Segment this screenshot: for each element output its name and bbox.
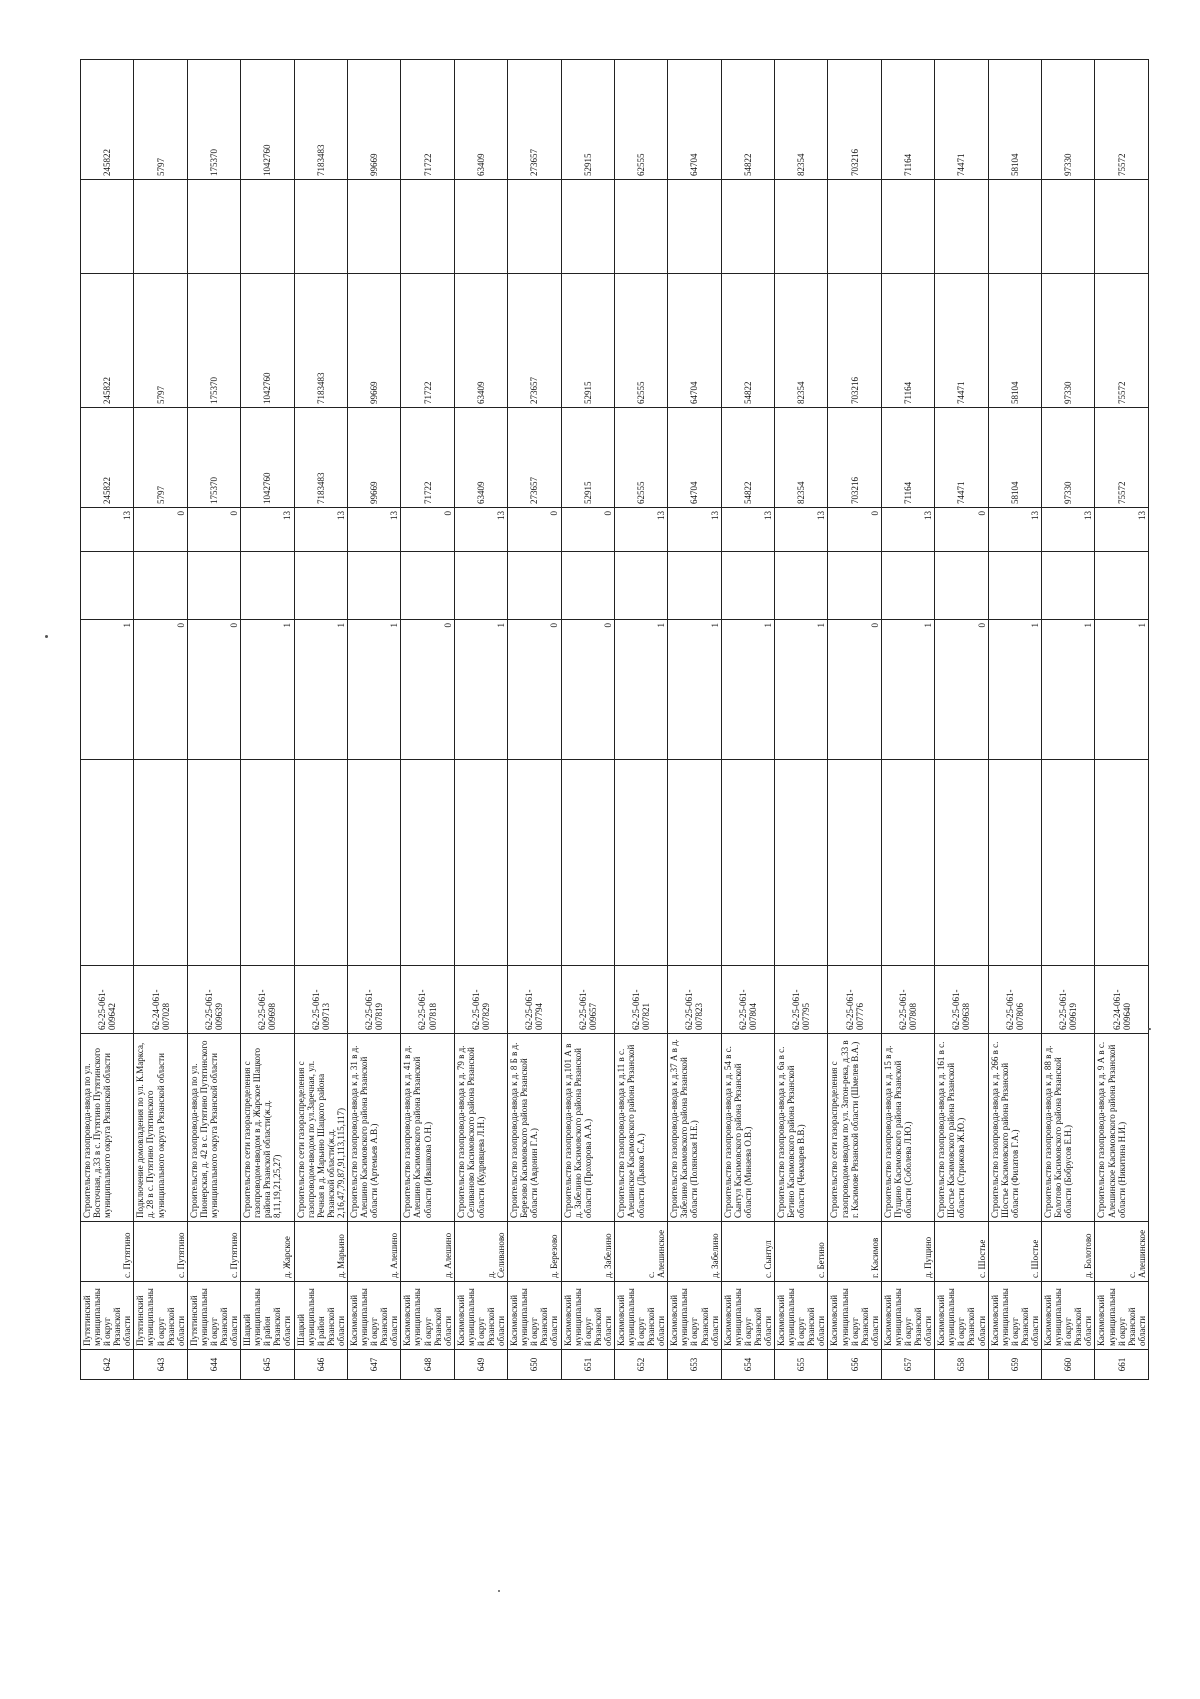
empty-cell bbox=[1042, 180, 1095, 274]
amount-cell: 82354 bbox=[775, 274, 828, 408]
empty-cell bbox=[294, 180, 347, 274]
district-cell: Путятинский муниципальный округ Рязанской области bbox=[187, 1282, 240, 1350]
row-number: 649 bbox=[454, 1350, 507, 1380]
flag-cell: 0 bbox=[134, 620, 187, 760]
cadastre-number-cell: 62-24-061-007028 bbox=[134, 966, 187, 1034]
locality-cell: с. Сынтул bbox=[721, 1222, 774, 1282]
amount-final-cell: 71722 bbox=[401, 60, 454, 180]
amount-total-cell: 703216 bbox=[828, 408, 881, 508]
code-cell: 0 bbox=[561, 508, 614, 552]
row-number: 654 bbox=[721, 1350, 774, 1380]
flag-cell: 0 bbox=[401, 620, 454, 760]
empty-cell bbox=[187, 552, 240, 620]
amount-cell: 175370 bbox=[187, 274, 240, 408]
amount-total-cell: 63409 bbox=[454, 408, 507, 508]
table-row bbox=[294, 60, 347, 1380]
table-row bbox=[454, 60, 507, 1380]
code-cell: 0 bbox=[935, 508, 988, 552]
empty-cell bbox=[1095, 760, 1148, 966]
row-number: 650 bbox=[508, 1350, 561, 1380]
locality-cell: с. Бетино bbox=[775, 1222, 828, 1282]
amount-total-cell: 175370 bbox=[187, 408, 240, 508]
amount-total-cell: 74471 bbox=[935, 408, 988, 508]
empty-cell bbox=[775, 180, 828, 274]
empty-cell bbox=[508, 760, 561, 966]
district-cell: Касимовский муниципальный округ Рязанской области bbox=[561, 1282, 614, 1350]
amount-total-cell: 75572 bbox=[1095, 408, 1148, 508]
work-description-cell: Строительство газопровода-ввода к д. 266 в с. Шостье Касимовского района Рязанской области (Филатов Г.А.) bbox=[988, 1034, 1041, 1222]
amount-total-cell: 273657 bbox=[508, 408, 561, 508]
amount-cell: 63409 bbox=[454, 274, 507, 408]
locality-cell: с. Алешинское bbox=[614, 1222, 667, 1282]
empty-cell bbox=[1095, 552, 1148, 620]
cadastre-number-cell: 62-25-061-009713 bbox=[294, 966, 347, 1034]
empty-cell bbox=[614, 552, 667, 620]
amount-total-cell: 97330 bbox=[1042, 408, 1095, 508]
amount-cell: 62555 bbox=[614, 274, 667, 408]
empty-cell bbox=[881, 180, 934, 274]
table-row bbox=[187, 60, 240, 1380]
row-number: 660 bbox=[1042, 1350, 1095, 1380]
flag-cell: 1 bbox=[347, 620, 400, 760]
work-description-cell: Строительство газопровода-ввода к д. 31 в д. Алешино Касимовского района Рязанской области (Артемьев А.В.) bbox=[347, 1034, 400, 1222]
table-row bbox=[614, 60, 667, 1380]
table-body bbox=[81, 60, 1149, 1380]
row-number: 653 bbox=[668, 1350, 721, 1380]
cadastre-number-cell: 62-25-061-007818 bbox=[401, 966, 454, 1034]
work-description-cell: Строительство газопровода-ввода к д. 161 в с. Шостье Касимовского района Рязанской области (Стрижова Ж.Ю.) bbox=[935, 1034, 988, 1222]
district-cell: Касимовский муниципальный округ Рязанской области bbox=[614, 1282, 667, 1350]
code-cell: 13 bbox=[454, 508, 507, 552]
empty-cell bbox=[134, 760, 187, 966]
locality-cell: д. Забелино bbox=[561, 1222, 614, 1282]
empty-cell bbox=[775, 760, 828, 966]
amount-total-cell: 62555 bbox=[614, 408, 667, 508]
empty-cell bbox=[134, 552, 187, 620]
work-description-cell: Строительство газопровода-ввода к д. 79 в д. Селиваново Касимовского района Рязанской области (Кудрявцева Л.Н.) bbox=[454, 1034, 507, 1222]
work-description-cell: Строительство сети газораспределения с газопроводом-вводом по ул. Затон-река, д.33 в г. Касимове Рязанской области (Шмелев В.А.) bbox=[828, 1034, 881, 1222]
table-row bbox=[721, 60, 774, 1380]
locality-cell: д. Пущино bbox=[881, 1222, 934, 1282]
table-row bbox=[775, 60, 828, 1380]
cadastre-number-cell: 62-25-061-007806 bbox=[988, 966, 1041, 1034]
code-cell: 13 bbox=[294, 508, 347, 552]
code-cell: 13 bbox=[81, 508, 134, 552]
work-description-cell: Строительство газопровода-ввода к д. 41 в д. Алешино Касимовского района Рязанской области (Ивашкова О.Н.) bbox=[401, 1034, 454, 1222]
work-description-cell: Строительство сети газораспределения с газопроводом-вводом в д. Жарское Шацкого района Рязанской области(ж.д. 8,11,19,21,25,27) bbox=[241, 1034, 294, 1222]
row-number: 648 bbox=[401, 1350, 454, 1380]
empty-cell bbox=[935, 760, 988, 966]
amount-cell: 71722 bbox=[401, 274, 454, 408]
locality-cell: с. Шостье bbox=[988, 1222, 1041, 1282]
scan-speck bbox=[45, 635, 48, 638]
amount-cell: 64704 bbox=[668, 274, 721, 408]
work-description-cell: Строительство газопровода-ввода к д.37 А в д. Забелино Касимовского района Рязанской области (Полянская Н.Е.) bbox=[668, 1034, 721, 1222]
work-description-cell: Строительство газопровода-ввода к д.11 в с. Алешинское Касимовского района Рязанской области (Дьяков С.А.) bbox=[614, 1034, 667, 1222]
amount-final-cell: 7183483 bbox=[294, 60, 347, 180]
flag-cell: 1 bbox=[614, 620, 667, 760]
row-number: 644 bbox=[187, 1350, 240, 1380]
amount-final-cell: 52915 bbox=[561, 60, 614, 180]
work-description-cell: Строительство сети газораспределения с газопроводом-вводом по ул.Заречная, ул. Речная в д. Марьино Шацкого района Рязанской области(ж.д. 2,16,47,79,87,91,113,115,117) bbox=[294, 1034, 347, 1222]
district-cell: Касимовский муниципальный округ Рязанской области bbox=[668, 1282, 721, 1350]
locality-cell: д. Марьино bbox=[294, 1222, 347, 1282]
empty-cell bbox=[561, 760, 614, 966]
amount-cell: 75572 bbox=[1095, 274, 1148, 408]
amount-cell: 5797 bbox=[134, 274, 187, 408]
empty-cell bbox=[401, 180, 454, 274]
row-number: 643 bbox=[134, 1350, 187, 1380]
empty-cell bbox=[881, 760, 934, 966]
empty-cell bbox=[721, 552, 774, 620]
code-cell: 13 bbox=[1095, 508, 1148, 552]
empty-cell bbox=[668, 760, 721, 966]
code-cell: 13 bbox=[988, 508, 1041, 552]
table-row bbox=[508, 60, 561, 1380]
empty-cell bbox=[508, 552, 561, 620]
cadastre-number-cell: 62-24-061-009640 bbox=[1095, 966, 1148, 1034]
empty-cell bbox=[81, 180, 134, 274]
flag-cell: 1 bbox=[294, 620, 347, 760]
district-cell: Касимовский муниципальный округ Рязанской области bbox=[881, 1282, 934, 1350]
cadastre-number-cell: 62-25-061-007804 bbox=[721, 966, 774, 1034]
code-cell: 13 bbox=[721, 508, 774, 552]
empty-cell bbox=[454, 180, 507, 274]
locality-cell: д. Жарское bbox=[241, 1222, 294, 1282]
amount-final-cell: 99669 bbox=[347, 60, 400, 180]
code-cell: 13 bbox=[614, 508, 667, 552]
cadastre-number-cell: 62-25-061-007821 bbox=[614, 966, 667, 1034]
amount-final-cell: 1042760 bbox=[241, 60, 294, 180]
cadastre-number-cell: 62-25-061-009642 bbox=[81, 966, 134, 1034]
row-number: 658 bbox=[935, 1350, 988, 1380]
code-cell: 13 bbox=[1042, 508, 1095, 552]
amount-cell: 52915 bbox=[561, 274, 614, 408]
code-cell: 0 bbox=[401, 508, 454, 552]
flag-cell: 0 bbox=[935, 620, 988, 760]
empty-cell bbox=[988, 180, 1041, 274]
work-description-cell: Строительство газопровода-ввода к д. 9 А в с. Алешинское Касимовского района Рязанской области (Никитина Н.И.) bbox=[1095, 1034, 1148, 1222]
empty-cell bbox=[881, 552, 934, 620]
code-cell: 0 bbox=[508, 508, 561, 552]
table-row bbox=[561, 60, 614, 1380]
district-cell: Касимовский муниципальный округ Рязанской области bbox=[828, 1282, 881, 1350]
code-cell: 0 bbox=[828, 508, 881, 552]
district-cell: Шацкий муниципальный район Рязанской области bbox=[241, 1282, 294, 1350]
table-row bbox=[935, 60, 988, 1380]
amount-total-cell: 82354 bbox=[775, 408, 828, 508]
work-description-cell: Строительство газопровода-ввода к д. 54 в с. Сынтул Касимовского района Рязанской области (Минаева О.В.) bbox=[721, 1034, 774, 1222]
cadastre-number-cell: 62-25-061-009698 bbox=[241, 966, 294, 1034]
cadastre-number-cell: 62-25-061-007819 bbox=[347, 966, 400, 1034]
flag-cell: 1 bbox=[668, 620, 721, 760]
flag-cell: 1 bbox=[454, 620, 507, 760]
rotated-sheet bbox=[80, 60, 1147, 1380]
district-cell: Касимовский муниципальный округ Рязанской области bbox=[347, 1282, 400, 1350]
table-row bbox=[1042, 60, 1095, 1380]
row-number: 656 bbox=[828, 1350, 881, 1380]
table-row bbox=[347, 60, 400, 1380]
empty-cell bbox=[508, 180, 561, 274]
district-cell: Касимовский муниципальный округ Рязанской области bbox=[1042, 1282, 1095, 1350]
amount-total-cell: 71722 bbox=[401, 408, 454, 508]
empty-cell bbox=[614, 760, 667, 966]
empty-cell bbox=[561, 180, 614, 274]
row-number: 659 bbox=[988, 1350, 1041, 1380]
row-number: 646 bbox=[294, 1350, 347, 1380]
cadastre-number-cell: 62-25-061-007776 bbox=[828, 966, 881, 1034]
amount-final-cell: 82354 bbox=[775, 60, 828, 180]
empty-cell bbox=[134, 180, 187, 274]
empty-cell bbox=[347, 180, 400, 274]
amount-cell: 7183483 bbox=[294, 274, 347, 408]
amount-final-cell: 63409 bbox=[454, 60, 507, 180]
district-cell: Касимовский муниципальный округ Рязанской области bbox=[508, 1282, 561, 1350]
work-description-cell: Строительство газопровода-ввода к д. 15 в д. Пущино Касимовского района Рязанской области (Соболева Л.Ю.) bbox=[881, 1034, 934, 1222]
row-number: 657 bbox=[881, 1350, 934, 1380]
amount-cell: 54822 bbox=[721, 274, 774, 408]
flag-cell: 1 bbox=[881, 620, 934, 760]
empty-cell bbox=[187, 180, 240, 274]
empty-cell bbox=[828, 180, 881, 274]
empty-cell bbox=[241, 180, 294, 274]
amount-cell: 74471 bbox=[935, 274, 988, 408]
district-cell: Путятинский муниципальный округ Рязанской области bbox=[134, 1282, 187, 1350]
amount-total-cell: 5797 bbox=[134, 408, 187, 508]
code-cell: 13 bbox=[347, 508, 400, 552]
empty-cell bbox=[721, 180, 774, 274]
table-row bbox=[401, 60, 454, 1380]
district-cell: Касимовский муниципальный округ Рязанской области bbox=[775, 1282, 828, 1350]
empty-cell bbox=[775, 552, 828, 620]
row-number: 655 bbox=[775, 1350, 828, 1380]
amount-final-cell: 64704 bbox=[668, 60, 721, 180]
empty-cell bbox=[614, 180, 667, 274]
scan-speck bbox=[1148, 1028, 1151, 1030]
amount-final-cell: 245822 bbox=[81, 60, 134, 180]
empty-cell bbox=[401, 552, 454, 620]
cadastre-number-cell: 62-25-061-009619 bbox=[1042, 966, 1095, 1034]
amount-cell: 245822 bbox=[81, 274, 134, 408]
flag-cell: 0 bbox=[187, 620, 240, 760]
amount-cell: 71164 bbox=[881, 274, 934, 408]
amount-cell: 58104 bbox=[988, 274, 1041, 408]
flag-cell: 1 bbox=[721, 620, 774, 760]
code-cell: 0 bbox=[187, 508, 240, 552]
empty-cell bbox=[1042, 760, 1095, 966]
empty-cell bbox=[347, 760, 400, 966]
empty-cell bbox=[988, 760, 1041, 966]
amount-total-cell: 64704 bbox=[668, 408, 721, 508]
district-cell: Касимовский муниципальный округ Рязанской области bbox=[1095, 1282, 1148, 1350]
amount-total-cell: 1042760 bbox=[241, 408, 294, 508]
cadastre-number-cell: 62-25-061-007829 bbox=[454, 966, 507, 1034]
locality-cell: д. Забелино bbox=[668, 1222, 721, 1282]
empty-cell bbox=[81, 552, 134, 620]
empty-cell bbox=[668, 552, 721, 620]
flag-cell: 1 bbox=[988, 620, 1041, 760]
empty-cell bbox=[668, 180, 721, 274]
amount-final-cell: 58104 bbox=[988, 60, 1041, 180]
flag-cell: 1 bbox=[241, 620, 294, 760]
district-cell: Касимовский муниципальный округ Рязанской области bbox=[401, 1282, 454, 1350]
amount-total-cell: 54822 bbox=[721, 408, 774, 508]
amount-final-cell: 54822 bbox=[721, 60, 774, 180]
cadastre-number-cell: 62-25-061-007823 bbox=[668, 966, 721, 1034]
code-cell: 13 bbox=[241, 508, 294, 552]
locality-cell: с. Путятино bbox=[134, 1222, 187, 1282]
empty-cell bbox=[241, 552, 294, 620]
code-cell: 13 bbox=[668, 508, 721, 552]
table-row bbox=[988, 60, 1041, 1380]
cadastre-number-cell: 62-25-061-007808 bbox=[881, 966, 934, 1034]
district-cell: Касимовский муниципальный округ Рязанской области bbox=[721, 1282, 774, 1350]
row-number: 652 bbox=[614, 1350, 667, 1380]
work-description-cell: Подключение домовладения по ул. К.Маркса, д. 28 в с. Путятино Путятинского муниципального округа Рязанской области bbox=[134, 1034, 187, 1222]
empty-cell bbox=[1095, 180, 1148, 274]
locality-cell: д. Болотово bbox=[1042, 1222, 1095, 1282]
locality-cell: с. Алешинское bbox=[1095, 1222, 1148, 1282]
flag-cell: 0 bbox=[561, 620, 614, 760]
empty-cell bbox=[454, 552, 507, 620]
scan-speck bbox=[498, 1590, 500, 1592]
empty-cell bbox=[81, 760, 134, 966]
locality-cell: с. Путятино bbox=[187, 1222, 240, 1282]
locality-cell: д. Алешино bbox=[401, 1222, 454, 1282]
amount-total-cell: 245822 bbox=[81, 408, 134, 508]
amount-final-cell: 62555 bbox=[614, 60, 667, 180]
empty-cell bbox=[401, 760, 454, 966]
amount-final-cell: 273657 bbox=[508, 60, 561, 180]
locality-cell: с. Шостье bbox=[935, 1222, 988, 1282]
locality-cell: д. Березово bbox=[508, 1222, 561, 1282]
district-cell: Касимовский муниципальный округ Рязанской области bbox=[454, 1282, 507, 1350]
flag-cell: 0 bbox=[828, 620, 881, 760]
amount-cell: 1042760 bbox=[241, 274, 294, 408]
empty-cell bbox=[187, 760, 240, 966]
table-row bbox=[1095, 60, 1148, 1380]
district-cell: Шацкий муниципальный район Рязанской области bbox=[294, 1282, 347, 1350]
empty-cell bbox=[935, 180, 988, 274]
work-description-cell: Строительство газопровода-ввода к д. 88 в д. Болотово Касимовского района Рязанской области (Бобрусов Е.Н.) bbox=[1042, 1034, 1095, 1222]
row-number: 642 bbox=[81, 1350, 134, 1380]
code-cell: 13 bbox=[881, 508, 934, 552]
row-number: 661 bbox=[1095, 1350, 1148, 1380]
empty-cell bbox=[935, 552, 988, 620]
cadastre-number-cell: 62-25-061-009639 bbox=[187, 966, 240, 1034]
flag-cell: 1 bbox=[81, 620, 134, 760]
amount-final-cell: 71164 bbox=[881, 60, 934, 180]
row-number: 645 bbox=[241, 1350, 294, 1380]
table-row bbox=[241, 60, 294, 1380]
code-cell: 13 bbox=[775, 508, 828, 552]
work-description-cell: Строительство газопровода-ввода по ул. Пионерская, д. 42 в с. Путятино Путятинского муниципального округа Рязанской области bbox=[187, 1034, 240, 1222]
work-description-cell: Строительство газопровода-ввода по ул. Восточная, д.33 в с. Путятино Путятинского муниципального округа Рязанской области bbox=[81, 1034, 134, 1222]
table-row bbox=[668, 60, 721, 1380]
amount-final-cell: 175370 bbox=[187, 60, 240, 180]
amount-cell: 97330 bbox=[1042, 274, 1095, 408]
row-number: 651 bbox=[561, 1350, 614, 1380]
empty-cell bbox=[828, 552, 881, 620]
empty-cell bbox=[561, 552, 614, 620]
flag-cell: 1 bbox=[1042, 620, 1095, 760]
table-row bbox=[828, 60, 881, 1380]
code-cell: 0 bbox=[134, 508, 187, 552]
cadastre-number-cell: 62-25-061-009657 bbox=[561, 966, 614, 1034]
empty-cell bbox=[347, 552, 400, 620]
cadastre-number-cell: 62-25-061-007795 bbox=[775, 966, 828, 1034]
district-cell: Касимовский муниципальный округ Рязанской области bbox=[935, 1282, 988, 1350]
locality-cell: д. Алешино bbox=[347, 1222, 400, 1282]
flag-cell: 1 bbox=[775, 620, 828, 760]
table-row bbox=[881, 60, 934, 1380]
amount-final-cell: 74471 bbox=[935, 60, 988, 180]
district-cell: Путятинский муниципальный округ Рязанской области bbox=[81, 1282, 134, 1350]
amount-total-cell: 52915 bbox=[561, 408, 614, 508]
work-description-cell: Строительство газопровода-ввода к д.101 А в д. Забелино Касимовского района Рязанской области (Прохорова А.А.) bbox=[561, 1034, 614, 1222]
flag-cell: 1 bbox=[1095, 620, 1148, 760]
amount-cell: 703216 bbox=[828, 274, 881, 408]
amount-final-cell: 75572 bbox=[1095, 60, 1148, 180]
row-number: 647 bbox=[347, 1350, 400, 1380]
empty-cell bbox=[294, 760, 347, 966]
amount-total-cell: 71164 bbox=[881, 408, 934, 508]
empty-cell bbox=[1042, 552, 1095, 620]
empty-cell bbox=[294, 552, 347, 620]
locality-cell: г. Касимов bbox=[828, 1222, 881, 1282]
empty-cell bbox=[241, 760, 294, 966]
locality-cell: д. Селиваново bbox=[454, 1222, 507, 1282]
amount-total-cell: 7183483 bbox=[294, 408, 347, 508]
amount-cell: 273657 bbox=[508, 274, 561, 408]
empty-cell bbox=[721, 760, 774, 966]
table-row bbox=[81, 60, 134, 1380]
amount-final-cell: 703216 bbox=[828, 60, 881, 180]
empty-cell bbox=[828, 760, 881, 966]
work-description-cell: Строительство газопровода-ввода к д. 8 Б в д. Березово Касимовского района Рязанской области (Авдонин Г.А.) bbox=[508, 1034, 561, 1222]
amount-cell: 99669 bbox=[347, 274, 400, 408]
district-cell: Касимовский муниципальный округ Рязанской области bbox=[988, 1282, 1041, 1350]
amount-final-cell: 97330 bbox=[1042, 60, 1095, 180]
locality-cell: с. Путятино bbox=[81, 1222, 134, 1282]
empty-cell bbox=[988, 552, 1041, 620]
work-description-cell: Строительство газопровода-ввода к д. 6а в с. Бетино Касимовского района Рязанской области (Чекмарев В.В.) bbox=[775, 1034, 828, 1222]
amount-final-cell: 5797 bbox=[134, 60, 187, 180]
amount-total-cell: 99669 bbox=[347, 408, 400, 508]
data-table bbox=[80, 59, 1149, 1380]
cadastre-number-cell: 62-25-061-007794 bbox=[508, 966, 561, 1034]
amount-total-cell: 58104 bbox=[988, 408, 1041, 508]
cadastre-number-cell: 62-25-061-009638 bbox=[935, 966, 988, 1034]
empty-cell bbox=[454, 760, 507, 966]
table-row bbox=[134, 60, 187, 1380]
flag-cell: 0 bbox=[508, 620, 561, 760]
